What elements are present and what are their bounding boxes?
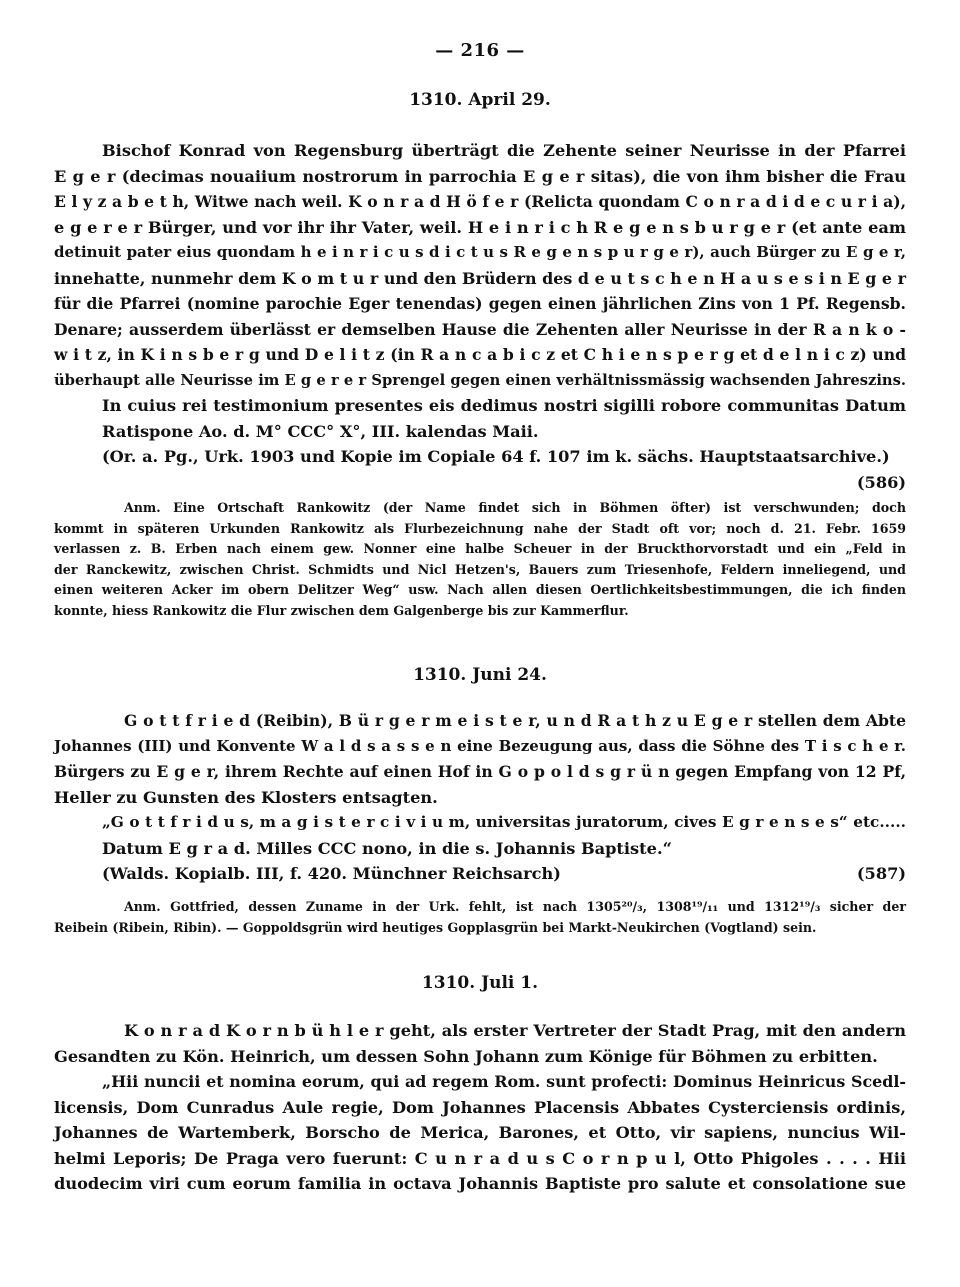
text-line: Denare; ausserdem überlässt er demselben Hause die Zehenten aller Neurisse in der R a n k o - (54, 319, 906, 339)
text-line: Ratispone Ao. d. M° CCC° X°, III. kalendas Maii. (102, 421, 539, 441)
text-line: w i t z, in K i n s b e r g und D e l i t z (in R a n c a b i c z et C h i e n s p e r g et d e l n i c z) und (54, 345, 906, 364)
text-line: Gesandten zu Kön. Heinrich, um dessen Sohn Johann zum Könige für Böhmen zu erbitten. (54, 1046, 878, 1066)
note-line: Reibein (Ribein, Ribin). — Goppoldsgrün wird heutiges Gopplasgrün bei Markt-Neukirchen (Vogtland) sein. (54, 919, 817, 935)
text-line: „G o t t f r i d u s, m a g i s t e r c i v i u m, universitas juratorum, cives E g r e n s e s“ etc..... (102, 813, 906, 831)
text-line: Heller zu Gunsten des Klosters entsagten. (54, 787, 438, 807)
text-line: e g e r e r Bürger, und vor ihr ihr Vater, weil. H e i n r i c h R e g e n s b u r g e r (et ante eam (54, 217, 906, 237)
note-line: einen weiteren Acker im obern Delitzer Weg“ usw. Nach allen diesen Oertlichkeitsbestimmungen, die ich finden (54, 582, 906, 598)
section-body (54, 708, 906, 887)
text-line: Johannes de Wartemberk, Borscho de Merica, Barones, et Otto, vir sapiens, nuncius Wil- (54, 1123, 906, 1142)
text-line: innehatte, nunmehr dem K o m t u r und den Brüdern des d e u t s c h e n H a u s e s i n E g e r (54, 268, 906, 288)
annotation-note (54, 498, 906, 622)
text-line: K o n r a d K o r n b ü h l e r geht, als erster Vertreter der Stadt Prag, mit den andern (124, 1021, 906, 1040)
source-citation: (Walds. Kopialb. III, f. 420. Münchner Reichsarch) (102, 864, 561, 883)
page-number: — 216 — (435, 40, 525, 61)
section-date: 1310. Juni 24. (413, 665, 547, 685)
section-date: 1310. April 29. (409, 90, 551, 110)
text-line: duodecim viri cum eorum familia in octava Johannis Baptiste pro salute et consolatione sue (54, 1174, 906, 1193)
text-line: Bischof Konrad von Regensburg überträgt die Zehente seiner Neurisse in der Pfarrei (102, 141, 906, 160)
text-line: Johannes (III) und Konvente W a l d s a s s e n eine Bezeugung aus, dass die Söhne des T i s c h e r. (54, 736, 906, 755)
text-line: detinuit pater eius quondam h e i n r i c u s d i c t u s R e g e n s p u r g e r), auch Bürger zu E g e r, (54, 243, 906, 261)
note-line: konnte, hiess Rankowitz die Flur zwischen dem Galgenberge bis zur Kammerflur. (54, 602, 629, 618)
text-line: E l y z a b e t h, Witwe nach weil. K o n r a d H ö f e r (Relicta quondam C o n r a d i d e c u r i a), (54, 192, 906, 211)
text-line: Datum E g r a d. Milles CCC nono, in die s. Johannis Baptiste.“ (102, 838, 672, 858)
section-date: 1310. Juli 1. (421, 973, 539, 993)
text-line: In cuius rei testimonium presentes eis dedimus nostri sigilli robore communitas Datum (102, 396, 906, 415)
text-line: „Hii nuncii et nomina eorum, qui ad regem Rom. sunt profecti: Dominus Heinricus Scedl- (102, 1072, 906, 1091)
text-line: überhaupt alle Neurisse im E g e r e r Sprengel gegen einen verhältnissmässig wachsenden Jahreszins. (54, 371, 906, 389)
note-line: kommt in späteren Urkunden Rankowitz als Flurbezeichnung nahe der Stadt oft vor; noch d. 21. Febr. 1659 (54, 520, 906, 536)
text-line: licensis, Dom Cunradus Aule regie, Dom Johannes Placensis Abbates Cysterciensis ordinis, (54, 1097, 906, 1117)
document-number: (586) (856, 472, 906, 492)
text-line: E g e r (decimas nouaiium nostrorum in parrochia E g e r sitas), die von ihm bisher die Frau (54, 166, 906, 186)
annotation-note (54, 897, 906, 938)
section-body (54, 1018, 906, 1197)
source-citation: (Or. a. Pg., Urk. 1903 und Kopie im Copiale 64 f. 107 im k. sächs. Hauptstaatsarchive.) (102, 447, 890, 466)
text-line: G o t t f r i e d (Reibin), B ü r g e r m e i s t e r, u n d R a t h z u E g e r stellen dem Abte (124, 711, 906, 730)
note-line: der Ranckewitz, zwischen Christ. Schmidts und Nicl Hetzen's, Bauers zum Triesenhofe, Feldern inneliegend, und (54, 561, 906, 577)
document-number: (587) (856, 864, 906, 883)
text-line: Bürgers zu E g e r, ihrem Rechte auf einen Hof in G o p o l d s g r ü n gegen Empfang von 12 Pf, (54, 762, 906, 781)
note-line: Anm. Gottfried, dessen Zuname in der Urk. fehlt, ist nach 1305²⁰/₃, 1308¹⁹/₁₁ und 1312¹⁹/₃ sicher der (124, 899, 906, 914)
note-line: Anm. Eine Ortschaft Rankowitz (der Name findet sich in Böhmen öfter) ist verschwunden; doch (124, 500, 906, 515)
note-line: verlassen z. B. Erben nach einem gew. Nonner eine halbe Scheuer in der Bruckthorvorstadt und ein „Feld in (54, 541, 906, 557)
text-line: für die Pfarrei (nomine parochie Eger tenendas) gegen einen jährlichen Zins von 1 Pf. Regensb. (54, 294, 906, 313)
section-body (54, 138, 906, 495)
text-line: helmi Leporis; De Praga vero fuerunt: C u n r a d u s C o r n p u l, Otto Phigoles . . . . Hii (54, 1148, 906, 1168)
